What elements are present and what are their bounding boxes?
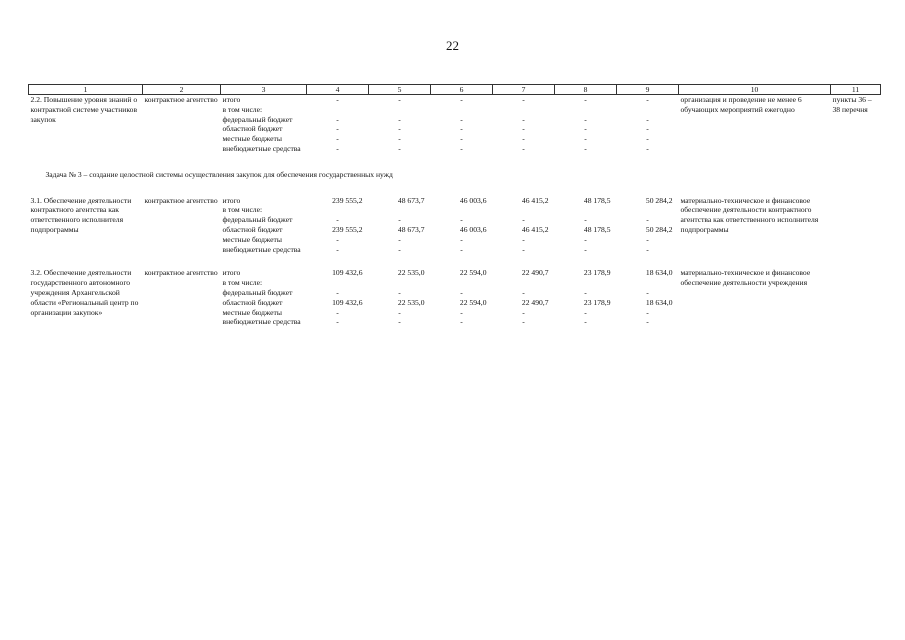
funding-value: 46 415,2 [521, 195, 549, 205]
funding-source: областной бюджет [222, 297, 283, 307]
executor: контрактное агентство [144, 268, 218, 278]
funding-source: федеральный бюджет [222, 287, 293, 297]
funding-value [431, 205, 493, 215]
funding-value: - [522, 95, 525, 104]
page-number: 22 [446, 38, 459, 53]
funding-value: - [522, 244, 525, 254]
funding-value: 48 673,7 [397, 195, 425, 205]
funding-value: - [460, 95, 463, 104]
funding-value: 48 178,5 [583, 195, 611, 205]
funding-source: внебюджетные средства [222, 143, 301, 153]
reference [831, 268, 881, 327]
funding-value: - [460, 307, 463, 317]
funding-value: - [584, 124, 587, 134]
row-gap [29, 254, 881, 268]
executor: контрактное агентство [144, 95, 218, 104]
funding-source: итого [222, 195, 241, 205]
expected-result: материально-техническое и финансовое обеспечение деятельности учреждения [680, 268, 811, 288]
funding-value: 23 178,9 [583, 268, 611, 278]
program-table [28, 84, 881, 327]
funding-value: - [398, 215, 401, 225]
funding-value: - [460, 244, 463, 254]
column-number: 11 [831, 85, 881, 95]
table-row [29, 268, 881, 278]
funding-source: внебюджетные средства [222, 244, 301, 254]
funding-value: - [460, 215, 463, 225]
funding-value: 50 284,2 [645, 224, 673, 234]
program-table-container [28, 84, 870, 327]
funding-value: - [398, 317, 401, 327]
funding-value: 239 555,2 [332, 195, 363, 205]
funding-value: - [336, 307, 339, 317]
funding-value: - [460, 143, 463, 153]
task-row [29, 154, 881, 196]
funding-value [555, 278, 617, 288]
funding-value: - [522, 287, 525, 297]
funding-value: 18 634,0 [645, 268, 673, 278]
reference: пункты 36 – 38 перечня [832, 95, 872, 114]
funding-source: федеральный бюджет [222, 215, 293, 225]
funding-value [555, 105, 617, 115]
funding-source: итого [222, 268, 241, 278]
funding-value: - [398, 143, 401, 153]
column-number: 3 [221, 85, 307, 95]
funding-value: - [336, 143, 339, 153]
column-number: 7 [493, 85, 555, 95]
funding-value: - [584, 134, 587, 144]
funding-value: 50 284,2 [645, 195, 673, 205]
funding-value: 23 178,9 [583, 297, 611, 307]
funding-value [617, 105, 679, 115]
funding-value: - [336, 114, 339, 124]
funding-value [431, 105, 493, 115]
funding-value: - [584, 95, 587, 104]
funding-value [369, 278, 431, 288]
funding-value: 46 003,6 [459, 195, 487, 205]
funding-value: - [584, 234, 587, 244]
activity-title: 3.2. Обеспечение деятельности государственного автономного учреждения Архангельской области «Региональный центр по организации закупок» [30, 268, 139, 317]
funding-value: - [646, 114, 649, 124]
funding-source: областной бюджет [222, 124, 283, 134]
funding-value [307, 278, 369, 288]
funding-value: - [646, 317, 649, 327]
funding-source: местные бюджеты [222, 134, 282, 144]
funding-value: - [398, 95, 401, 104]
funding-value: 46 415,2 [521, 224, 549, 234]
expected-result: материально-техническое и финансовое обеспечение деятельности контрактного агентства как ответственного исполнителя подпрограммы [680, 195, 819, 234]
column-number: 4 [307, 85, 369, 95]
funding-value: - [646, 124, 649, 134]
funding-value: - [460, 114, 463, 124]
funding-value: - [646, 215, 649, 225]
funding-value [493, 278, 555, 288]
funding-value: - [398, 114, 401, 124]
funding-value: - [584, 317, 587, 327]
funding-value: - [336, 234, 339, 244]
funding-value: - [646, 95, 649, 104]
funding-source: местные бюджеты [222, 234, 282, 244]
funding-value: - [646, 134, 649, 144]
funding-value: 22 594,0 [459, 268, 487, 278]
executor: контрактное агентство [144, 195, 218, 205]
funding-value: - [336, 317, 339, 327]
funding-value: - [522, 234, 525, 244]
column-number: 9 [617, 85, 679, 95]
column-number: 8 [555, 85, 617, 95]
funding-value: - [460, 234, 463, 244]
funding-value: 48 178,5 [583, 224, 611, 234]
funding-value: 48 673,7 [397, 224, 425, 234]
funding-value: - [646, 287, 649, 297]
reference [831, 196, 881, 255]
column-number-row [29, 85, 881, 95]
funding-value: - [336, 95, 339, 104]
row-gap-cell [29, 254, 881, 268]
funding-value: 22 535,0 [397, 297, 425, 307]
funding-value: - [336, 287, 339, 297]
funding-value [431, 278, 493, 288]
funding-value: 22 490,7 [521, 268, 549, 278]
funding-value: 22 490,7 [521, 297, 549, 307]
funding-value: - [398, 287, 401, 297]
funding-value [369, 105, 431, 115]
funding-source: федеральный бюджет [222, 114, 293, 124]
column-number: 6 [431, 85, 493, 95]
expected-result: организация и проведение не менее 6 обучающих мероприятий ежегодно [680, 95, 802, 114]
funding-value: - [584, 244, 587, 254]
column-number: 5 [369, 85, 431, 95]
funding-value [617, 278, 679, 288]
funding-source: внебюджетные средства [222, 317, 301, 327]
funding-value: - [522, 307, 525, 317]
funding-source: в том числе: [222, 104, 263, 114]
funding-value: - [646, 143, 649, 153]
funding-value: - [584, 143, 587, 153]
funding-value: - [336, 134, 339, 144]
funding-value: - [584, 114, 587, 124]
funding-value: 22 594,0 [459, 297, 487, 307]
activity-title: 2.2. Повышение уровня знаний о контрактной системе участников закупок [30, 95, 138, 124]
funding-value: - [522, 114, 525, 124]
column-number: 2 [143, 85, 221, 95]
funding-value [617, 205, 679, 215]
funding-value [555, 205, 617, 215]
table-row [29, 95, 881, 105]
funding-value: 46 003,6 [459, 224, 487, 234]
funding-value: - [584, 287, 587, 297]
funding-value [369, 205, 431, 215]
funding-value: - [336, 124, 339, 134]
funding-value: 239 555,2 [332, 224, 363, 234]
funding-value: - [460, 287, 463, 297]
funding-value: - [398, 124, 401, 134]
funding-value: - [584, 307, 587, 317]
funding-value: - [460, 134, 463, 144]
funding-value: - [522, 215, 525, 225]
funding-source: в том числе: [222, 205, 263, 215]
funding-source: в том числе: [222, 278, 263, 288]
funding-source: итого [222, 95, 241, 104]
funding-value: - [584, 215, 587, 225]
funding-value: - [522, 143, 525, 153]
column-number: 10 [679, 85, 831, 95]
column-number: 1 [29, 85, 143, 95]
funding-value [307, 105, 369, 115]
activity-title: 3.1. Обеспечение деятельности контрактного агентства как ответственного исполнителя подпрограммы [30, 195, 132, 234]
funding-value [493, 205, 555, 215]
funding-value: 109 432,6 [332, 297, 363, 307]
funding-value: - [646, 307, 649, 317]
funding-value: 109 432,6 [332, 268, 363, 278]
funding-value: - [336, 244, 339, 254]
task-heading: Задача № 3 – создание целостной системы осуществления закупок для обеспечения государственных нужд [45, 169, 393, 179]
funding-value [307, 205, 369, 215]
funding-value: - [460, 124, 463, 134]
funding-value: - [460, 317, 463, 327]
table-row [29, 196, 881, 206]
funding-source: местные бюджеты [222, 307, 282, 317]
funding-value: 22 535,0 [397, 268, 425, 278]
funding-value [493, 105, 555, 115]
funding-value: - [522, 134, 525, 144]
funding-value: - [398, 134, 401, 144]
funding-value: 18 634,0 [645, 297, 673, 307]
funding-value: - [398, 307, 401, 317]
funding-value: - [398, 234, 401, 244]
funding-source: областной бюджет [222, 224, 283, 234]
funding-value: - [522, 124, 525, 134]
funding-value: - [646, 244, 649, 254]
funding-value: - [646, 234, 649, 244]
funding-value: - [522, 317, 525, 327]
funding-value: - [398, 244, 401, 254]
funding-value: - [336, 215, 339, 225]
